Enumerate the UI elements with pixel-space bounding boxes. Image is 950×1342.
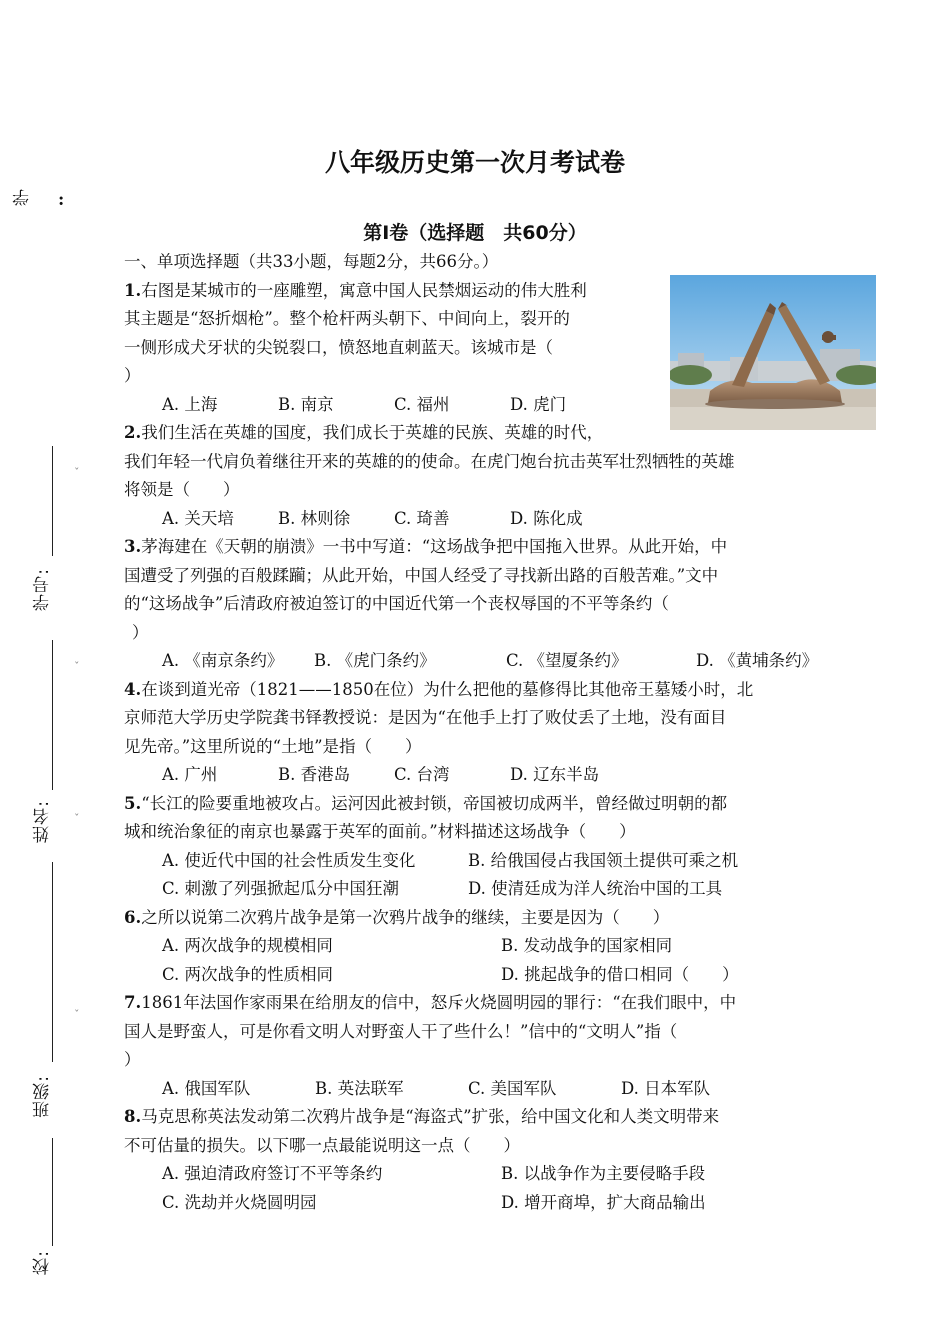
question-text: 国人是野蛮人，可是你看文明人对野蛮人干了些什么！”信中的“文明人”指（ — [124, 1021, 678, 1041]
binding-top-label: 学 — [13, 188, 33, 206]
question-text: 其主题是“怒折烟枪”。整个枪杆两头朝下、中间向上，裂开的 — [124, 309, 570, 328]
option-b: B. 给俄国侵占我国领土提供可乘之机 — [468, 850, 739, 870]
question-number: 1. — [124, 280, 142, 300]
binding-line-name — [52, 640, 53, 790]
option-a: A. 两次战争的规模相同 — [162, 936, 333, 955]
option-d: D. 日本军队 — [621, 1078, 711, 1098]
question-text: 一侧形成犬牙状的尖锐裂口，愤怒地直刺蓝天。该城市是（ — [124, 337, 553, 357]
question-3 — [124, 533, 840, 676]
option-a: A. 强迫清政府签订不平等条约 — [162, 1164, 383, 1183]
question-text: 右图是某城市的一座雕塑，寓意中国人民禁烟运动的伟大胜利 — [141, 280, 587, 300]
question-text: 我们生活在英雄的国度，我们成长于英雄的民族、英雄的时代， — [141, 423, 604, 442]
section-heading: 第Ⅰ卷（选择题 共60分） — [363, 222, 587, 244]
binding-top-colon: : — [58, 190, 65, 210]
option-d: D. 虎门 — [510, 394, 567, 414]
binding-mark: ˇ — [74, 660, 80, 673]
question-number: 3. — [124, 537, 142, 556]
option-c: C. 洗劫并火烧圆明园 — [162, 1192, 317, 1212]
question-7 — [124, 989, 840, 1103]
question-2 — [124, 419, 840, 533]
question-text: 1861年法国作家雨果在给朋友的信中，怒斥火烧圆明园的罪行：“在我们眼中，中 — [141, 993, 737, 1012]
question-text: 京师范大学历史学院龚书铎教授说：是因为“在他手上打了败仗丢了土地，没有面目 — [124, 708, 727, 727]
option-a: A. 关天培 — [162, 508, 234, 528]
option-c: C. 福州 — [394, 394, 450, 414]
question-text: 茅海建在《天朝的崩溃》一书中写道：“这场战争把中国拖入世界。从此开始，中 — [141, 537, 728, 556]
binding-mark: ˇ — [74, 1008, 80, 1021]
question-text: ） — [124, 1050, 141, 1069]
question-number: 7. — [124, 993, 142, 1012]
option-b: B. 香港岛 — [278, 765, 351, 784]
option-c: C. 琦善 — [394, 508, 450, 528]
option-c: C. 台湾 — [394, 765, 450, 784]
question-1 — [124, 277, 840, 420]
question-area — [124, 248, 840, 1217]
option-d: D. 《黄埔条约》 — [696, 651, 819, 670]
binding-line-school — [52, 1138, 53, 1246]
question-text: 不可估量的损失。以下哪一点最能说明这一点（ ） — [124, 1135, 520, 1155]
binding-line-number — [52, 446, 53, 556]
option-b: B. 发动战争的国家相同 — [501, 936, 673, 955]
question-4 — [124, 676, 840, 790]
option-b: B. 林则徐 — [278, 508, 351, 528]
question-text: 见先帝。”这里所说的“土地”是指（ ） — [124, 736, 422, 756]
option-c: C. 两次战争的性质相同 — [162, 964, 334, 984]
option-d: D. 辽东半岛 — [510, 765, 600, 784]
binding-name-label: 姓名: — [33, 800, 53, 843]
option-d: D. 陈化成 — [510, 508, 583, 528]
option-a: A. 《南京条约》 — [162, 651, 284, 670]
binding-mark: ˇ — [74, 812, 80, 825]
binding-class-label: 班级: — [33, 1075, 53, 1118]
option-b: B. 英法联军 — [315, 1078, 404, 1098]
question-number: 5. — [124, 793, 142, 813]
question-text: 在谈到道光帝（1821——1850在位）为什么把他的墓修得比其他帝王墓矮小时，北 — [141, 679, 754, 699]
question-number: 8. — [124, 1107, 142, 1126]
question-number: 6. — [124, 907, 142, 927]
option-a: A. 俄国军队 — [162, 1078, 251, 1098]
question-text: “长江的险要重地被攻占。运河因此被封锁，帝国被切成两半，曾经做过明朝的都 — [141, 793, 728, 813]
binding-mark: ˇ — [74, 466, 80, 479]
question-5 — [124, 790, 840, 904]
question-text: 马克思称英法发动第二次鸦片战争是“海盗式”扩张，给中国文化和人类文明带来 — [141, 1107, 720, 1126]
option-d: D. 增开商埠，扩大商品输出 — [501, 1192, 706, 1212]
binding-line-class — [52, 862, 53, 1062]
option-b: B. 《虎门条约》 — [314, 651, 436, 670]
question-number: 2. — [124, 423, 142, 442]
question-text: ） — [124, 366, 141, 385]
option-c: C. 美国军队 — [468, 1078, 557, 1098]
question-text: 将领是（ ） — [124, 480, 240, 499]
question-8 — [124, 1103, 840, 1217]
question-6 — [124, 904, 840, 990]
option-a: A. 上海 — [162, 394, 218, 414]
section-instruction: 一、单项选择题（共33小题，每题2分，共66分。） — [124, 252, 499, 271]
question-number: 4. — [124, 679, 142, 699]
option-d: D. 挑起战争的借口相同（ ） — [501, 964, 739, 984]
question-text: 国遭受了列强的百般蹂躏；从此开始，中国人经受了寻找新出路的百般苦难。”文中 — [124, 565, 719, 585]
question-text: 之所以说第二次鸦片战争是第一次鸦片战争的继续，主要是因为（ ） — [141, 907, 670, 927]
question-text: 城和统治象征的南京也暴露于英军的面前。”材料描述这场战争（ ） — [124, 822, 636, 841]
option-c: C. 刺激了列强掀起瓜分中国狂潮 — [162, 879, 400, 898]
option-c: C. 《望厦条约》 — [506, 651, 628, 670]
option-b: B. 以战争作为主要侵略手段 — [501, 1164, 706, 1183]
question-text: 我们年轻一代肩负着继往开来的英雄的的使命。在虎门炮台抗击英军壮烈牺牲的英雄 — [124, 451, 735, 471]
option-d: D. 使清廷成为洋人统治中国的工具 — [468, 879, 723, 898]
binding-school-label: 校: — [33, 1250, 53, 1275]
question-text: 的“这场战争”后清政府被迫签订的中国近代第一个丧权辱国的不平等条约（ — [124, 594, 669, 613]
binding-number-label: 学号: — [33, 568, 53, 611]
option-b: B. 南京 — [278, 394, 334, 414]
exam-title: 八年级历史第一次月考试卷 — [324, 148, 625, 177]
option-a: A. 使近代中国的社会性质发生变化 — [162, 850, 416, 870]
question-text: ） — [132, 622, 149, 642]
option-a: A. 广州 — [162, 765, 218, 784]
